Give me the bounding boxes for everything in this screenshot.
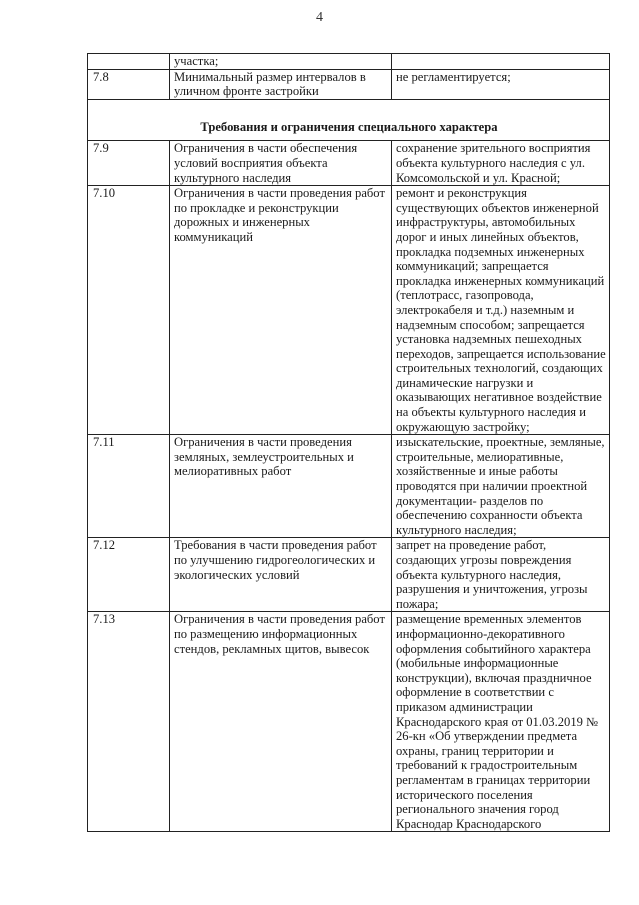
table-row	[88, 435, 610, 538]
row-value: не регламентируется;	[392, 69, 610, 99]
row-value: сохранение зрительного восприятия объекта культурного наследия с ул. Комсомольской и ул. Красной;	[392, 141, 610, 186]
row-value: размещение временных элементов информационно-декоративного оформления событийного характера (мобильные информационные конструкции), включая праздничное оформление в соответствии с приказом администрации Краснодарского края от 01.03.2019 № 26-кн «Об утверждении предмета охраны, границ территории и требований к градостроительным регламентам в границах территории исторического поселения регионального значения город Краснодар Краснодарского	[392, 612, 610, 832]
row-number: 7.11	[88, 435, 170, 538]
row-number: 7.10	[88, 186, 170, 435]
row-value: ремонт и реконструкция существующих объектов инженерной инфраструктуры, автомобильных дорог и иных линейных объектов, прокладка подземных инженерных коммуникаций; запрещается прокладка инженерных коммуникаций (теплотрасс, газопровода, электрокабеля и т.д.) наземным и надземным способом; запрещается установка надземных пешеходных переходов, запрещается использование строительных технологий, создающих динамические нагрузки и оказывающих негативное воздействие на объекты культурного наследия и окружающую застройку;	[392, 186, 610, 435]
spacer-cell	[88, 99, 610, 114]
row-value	[392, 54, 610, 70]
table-row	[88, 141, 610, 186]
row-name: Требования в части проведения работ по улучшению гидрогеологических и экологических условий	[170, 538, 392, 612]
page-number: 4	[316, 10, 323, 25]
row-number: 7.12	[88, 538, 170, 612]
row-number	[88, 54, 170, 70]
table-row-spacer	[88, 99, 610, 114]
table-row	[88, 612, 610, 832]
row-name: Ограничения в части проведения работ по размещению информационных стендов, рекламных щитов, вывесок	[170, 612, 392, 832]
table-row	[88, 186, 610, 435]
row-name: Ограничения в части проведения земляных, землеустроительных и мелиоративных работ	[170, 435, 392, 538]
table-row	[88, 69, 610, 99]
row-value: запрет на проведение работ, создающих угрозы повреждения объекта культурного наследия, разрушения и уничтожения, угрозы пожара;	[392, 538, 610, 612]
row-name: Ограничения в части обеспечения условий восприятия объекта культурного наследия	[170, 141, 392, 186]
section-row	[88, 114, 610, 141]
row-value: изыскательские, проектные, земляные, строительные, мелиоративные, хозяйственные и иные работы проводятся при наличии проектной документации- разделов по обеспечению сохранности объекта культурного наследия;	[392, 435, 610, 538]
table-row	[88, 538, 610, 612]
row-name: Ограничения в части проведения работ по прокладке и реконструкции дорожных и инженерных коммуникаций	[170, 186, 392, 435]
regulations-table	[87, 53, 610, 832]
row-name: участка;	[170, 54, 392, 70]
section-title: Требования и ограничения специального характера	[88, 114, 610, 141]
table-row-continuation	[88, 54, 610, 70]
row-name: Минимальный размер интервалов в уличном фронте застройки	[170, 69, 392, 99]
row-number: 7.13	[88, 612, 170, 832]
row-number: 7.9	[88, 141, 170, 186]
row-number: 7.8	[88, 69, 170, 99]
